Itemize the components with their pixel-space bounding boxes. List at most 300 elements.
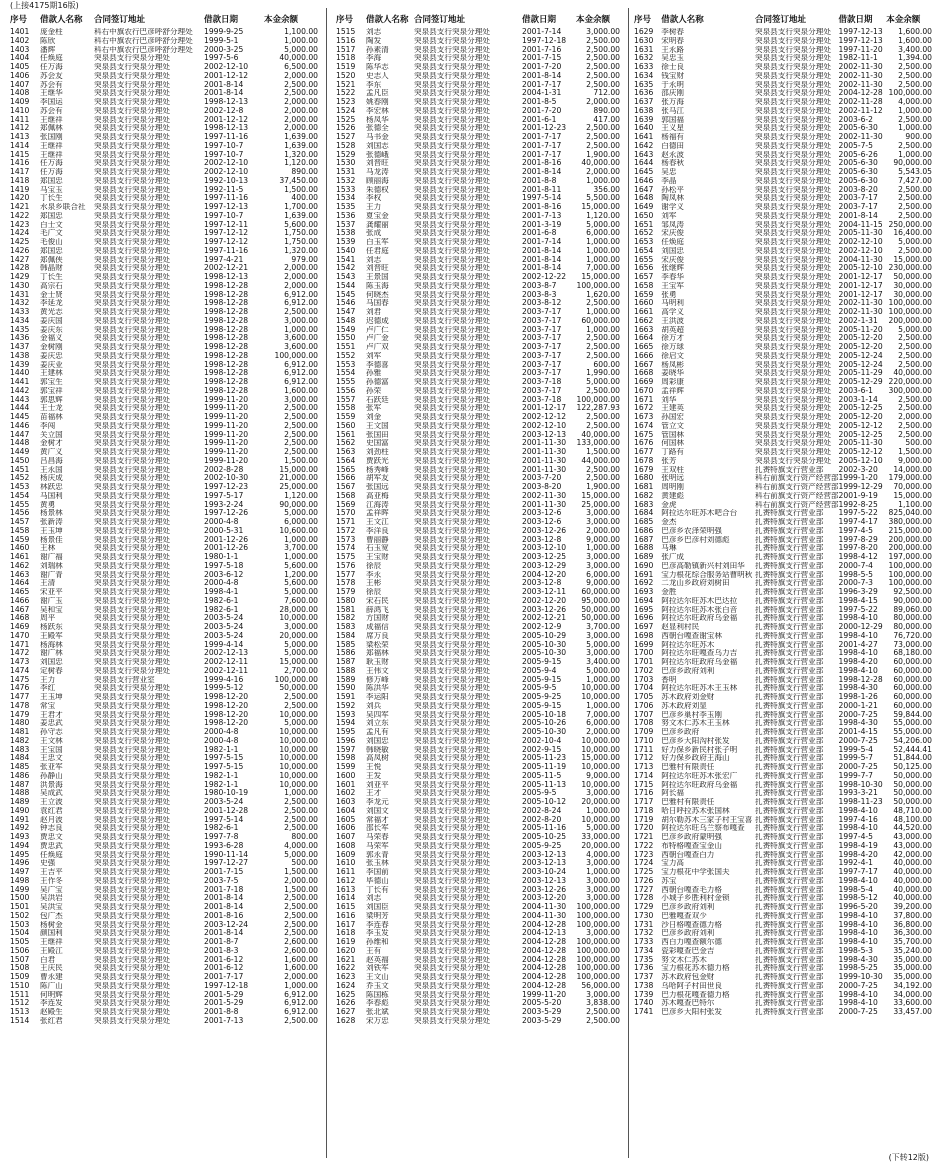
cell-name: 黄光志	[40, 308, 63, 316]
cell-amount: 1,500.00	[586, 448, 620, 456]
cell-amount: 50,000.00	[893, 780, 932, 789]
cell-no: 1523	[336, 98, 356, 106]
cell-no: 1669	[634, 378, 654, 386]
cell-name: 苏木政府刘金财	[661, 693, 715, 701]
cell-no: 1518	[336, 54, 356, 63]
cell-date: 2001-12-17	[522, 404, 567, 413]
cell-name: 乔玉文	[366, 981, 389, 990]
table-row	[634, 973, 934, 982]
cell-name: 王宝国	[40, 745, 63, 754]
cell-name: 李玉发	[366, 929, 389, 938]
cell-amount: 1,000.00	[284, 36, 318, 45]
table-row	[336, 63, 622, 72]
table-row	[336, 168, 622, 177]
table-row	[10, 763, 320, 772]
header-no: 序号	[634, 15, 652, 25]
cell-no: 1489	[10, 798, 30, 806]
cell-no: 1521	[336, 80, 356, 89]
cell-addr: 突泉县支行突泉分理处	[414, 448, 490, 456]
cell-addr: 扎赉特旗支行营业部	[755, 675, 824, 684]
cell-no: 1544	[336, 281, 356, 290]
cell-amount: 5,500.00	[586, 194, 620, 203]
table-row	[336, 474, 622, 483]
cell-no: 1733	[634, 938, 654, 946]
cell-addr: 突泉县支行突泉分理处	[94, 238, 170, 246]
cell-name: 金杰	[661, 518, 677, 526]
cell-amount: 100,000.00	[888, 308, 932, 316]
cell-amount: 2,500.00	[898, 211, 932, 220]
cell-amount: 2,500.00	[898, 63, 932, 71]
cell-date: 2000-4-8	[204, 728, 239, 736]
cell-no: 1507	[10, 955, 30, 964]
cell-name: 巴彦乡政府刘利	[661, 929, 715, 938]
cell-amount: 20,000.00	[581, 841, 620, 850]
cell-addr: 扎赉特旗支行营业部	[755, 509, 824, 518]
table-row	[10, 894, 320, 903]
cell-name: 赵月波	[40, 815, 63, 824]
cell-addr: 扎赉特旗支行营业部	[755, 754, 824, 763]
cell-no: 1734	[634, 946, 654, 955]
cell-addr: 突泉县支行突泉分理处	[414, 973, 490, 981]
cell-amount: 37,800.00	[893, 911, 932, 920]
cell-date: 1998-4-19	[838, 841, 878, 850]
cell-amount: 2,500.00	[284, 80, 318, 89]
cell-date: 2003-12-11	[522, 588, 567, 596]
cell-no: 1558	[336, 404, 356, 413]
cell-date: 1980-1-1	[204, 553, 239, 561]
cell-name: 姜晓华	[661, 369, 685, 378]
cell-amount: 1,500.00	[284, 868, 318, 876]
cell-addr: 突泉县支行突泉分理处	[414, 903, 490, 911]
cell-no: 1528	[336, 141, 356, 150]
cell-name: 刘劲柱	[366, 448, 389, 456]
cell-addr: 突泉县支行突泉分理处	[414, 351, 490, 360]
cell-amount: 5,600.00	[284, 220, 318, 229]
cell-addr: 扎赉特旗支行营业部	[755, 693, 824, 701]
cell-name: 王宝军	[661, 281, 685, 290]
cell-addr: 扎赉特旗支行营业部	[755, 544, 824, 553]
loan-table	[10, 10, 320, 1026]
table-row	[634, 641, 934, 650]
table-row	[10, 746, 320, 755]
cell-no: 1687	[634, 535, 654, 544]
cell-amount: 7,000.00	[586, 264, 620, 273]
cell-no: 1499	[10, 885, 30, 894]
cell-no: 1571	[336, 518, 356, 526]
table-row	[634, 571, 934, 580]
cell-addr: 扎赉特旗支行营业部	[755, 999, 824, 1008]
cell-addr: 突泉县支行突泉分理处	[94, 868, 170, 876]
cell-addr: 扎赉特旗支行营业部	[755, 465, 824, 474]
table-row	[634, 754, 934, 763]
cell-name: 阿拉达尔旺苏木吧合台	[661, 509, 738, 518]
cell-amount: 2,500.00	[586, 299, 620, 308]
cell-no: 1403	[10, 45, 30, 54]
cell-no: 1460	[10, 544, 30, 553]
cell-addr: 突泉县支行突泉分理处	[94, 903, 170, 911]
cell-amount: 6,912.00	[284, 360, 318, 369]
cell-addr: 扎赉特旗支行营业部	[755, 815, 824, 824]
table-row	[336, 492, 622, 501]
cell-date: 2004-12-28	[522, 920, 567, 929]
cell-name: 陈洪华	[366, 684, 389, 693]
cell-addr: 突泉县支行突泉分理处	[414, 211, 490, 220]
cell-no: 1465	[10, 588, 30, 596]
cell-amount: 2,500.00	[898, 203, 932, 211]
cell-addr: 突泉县支行突泉分理处	[414, 229, 490, 238]
cell-amount: 4,000.00	[284, 841, 318, 850]
cell-name: 徐启文	[661, 351, 685, 360]
cell-date: 2001-7-17	[522, 141, 562, 150]
cell-amount: 10,000.00	[581, 745, 620, 754]
cell-amount: 50,000.00	[893, 771, 932, 780]
cell-name: 阿拉达尔旺政府乌金福	[661, 658, 738, 666]
table-row	[10, 89, 320, 98]
cell-amount: 2,500.00	[586, 1016, 620, 1025]
cell-amount: 30,000.00	[893, 281, 932, 290]
cell-no: 1593	[336, 710, 356, 719]
table-row	[634, 98, 934, 107]
cell-name: 任万海	[40, 159, 63, 168]
table-row	[10, 964, 320, 973]
cell-amount: 59,844.00	[893, 710, 932, 719]
cell-name: 吴和宝	[40, 605, 63, 614]
cell-date: 1999-11-20	[204, 456, 249, 465]
table-row	[10, 142, 320, 151]
cell-no: 1411	[10, 115, 30, 124]
cell-no: 1711	[634, 745, 654, 754]
table-row	[10, 667, 320, 676]
cell-date: 1998-5-5	[838, 570, 873, 579]
cell-amount: 92,500.00	[893, 588, 932, 596]
cell-amount: 15,000.00	[279, 465, 318, 474]
cell-no: 1413	[10, 133, 30, 141]
cell-date: 1999-9-25	[204, 28, 244, 36]
table-row	[634, 203, 934, 212]
cell-name: 刘志	[366, 894, 382, 903]
cell-amount: 3,000.00	[586, 28, 620, 36]
cell-no: 1416	[10, 159, 30, 168]
cell-name: 刘志	[366, 28, 382, 36]
cell-date: 1997-12-27	[204, 859, 249, 868]
cell-name: 李运阳	[366, 693, 389, 701]
cell-amount: 1,320.00	[284, 150, 318, 159]
cell-name: 巴雅村有限责任	[661, 763, 715, 771]
column-divider	[628, 8, 629, 1158]
cell-name: 阿拉达尔旺嘎查乌力吉	[661, 649, 738, 658]
cell-date: 1997-12-18	[522, 36, 567, 45]
table-row	[10, 448, 320, 457]
cell-amount: 1,000.00	[898, 150, 932, 159]
cell-name: 孙国宏	[661, 413, 685, 421]
cell-no: 1654	[634, 246, 654, 255]
cell-amount: 60,000.00	[581, 588, 620, 596]
cell-addr: 突泉县支行突泉分理处	[414, 159, 490, 168]
cell-addr: 突泉县支行突泉分理处	[414, 264, 490, 273]
cell-addr: 突泉县支行突泉分理处	[94, 929, 170, 938]
cell-name: 陶凤林	[661, 194, 685, 203]
cell-addr: 突泉县支行突泉分理处	[755, 80, 831, 89]
cell-no: 1566	[336, 474, 356, 483]
cell-name: 石玉宽	[366, 544, 389, 553]
cell-name: 高学义	[661, 308, 685, 316]
cell-addr: 突泉县支行突泉分理处	[94, 124, 170, 133]
cell-no: 1561	[336, 430, 356, 439]
cell-name: 王义星	[661, 124, 685, 133]
table-row	[634, 623, 934, 632]
cell-name: 徐辰	[366, 561, 382, 570]
table-row	[634, 361, 934, 370]
cell-date: 2001-7-14	[522, 28, 562, 36]
table-row	[10, 956, 320, 965]
cell-amount: 3,838.00	[586, 999, 620, 1008]
cell-date: 2005-12-20	[838, 334, 883, 343]
table-row	[336, 483, 622, 492]
cell-addr: 科右前旗支行资产经营部	[755, 483, 839, 491]
table-row	[10, 343, 320, 352]
cell-addr: 突泉县支行突泉分理处	[755, 395, 831, 404]
cell-date: 2001-11-30	[522, 500, 567, 509]
cell-addr: 突泉县支行突泉分理处	[414, 28, 490, 36]
table-row	[10, 54, 320, 63]
cell-name: 顾丽海	[366, 176, 389, 185]
cell-date: 1998-12-28	[204, 386, 249, 395]
cell-name: 陈玉海	[366, 281, 389, 290]
cell-addr: 突泉县支行突泉分理处	[94, 946, 170, 955]
cell-addr: 扎赉特旗支行营业部	[755, 553, 824, 561]
cell-name: 巴彦乡巴彦村刘德彪	[661, 535, 730, 544]
table-row	[10, 702, 320, 711]
cell-amount: 52,444.41	[893, 745, 932, 754]
cell-amount: 90,000.00	[279, 500, 318, 509]
cell-name: 谢广林	[40, 649, 63, 658]
cell-amount: 10,000.00	[279, 754, 318, 763]
cell-date: 1998-5-3	[838, 946, 873, 955]
cell-addr: 突泉县支行突泉分理处	[94, 133, 170, 141]
table-row	[634, 501, 934, 510]
table-row	[10, 527, 320, 536]
cell-amount: 1,000.00	[284, 535, 318, 544]
cell-no: 1405	[10, 63, 30, 71]
cell-no: 1698	[634, 631, 654, 640]
table-row	[336, 938, 622, 947]
cell-amount: 100,000.00	[888, 89, 932, 98]
cell-name: 王建林	[40, 369, 63, 378]
table-row	[10, 124, 320, 133]
table-header-row	[336, 10, 622, 28]
cell-addr: 突泉县支行突泉分理处	[414, 929, 490, 938]
cell-date: 2002-12-10	[522, 421, 567, 430]
cell-date: 1998-12-20	[204, 710, 249, 719]
cell-name: 苏木政府包金财	[661, 973, 715, 981]
cell-date: 1999-5-4	[838, 745, 873, 754]
cell-amount: 600.00	[593, 360, 620, 369]
cell-addr: 突泉县支行突泉分理处	[414, 98, 490, 106]
cell-name: 白士文	[40, 220, 63, 229]
cell-amount: 250,000.00	[888, 220, 932, 229]
cell-date: 2001-7-18	[204, 885, 244, 894]
cell-date: 2002-12-10	[204, 63, 249, 71]
cell-no: 1628	[336, 1016, 356, 1025]
cell-no: 1478	[10, 701, 30, 710]
cell-name: 李晶	[661, 176, 677, 185]
cell-date: 2003-7-17	[522, 308, 562, 316]
cell-date: 1997-10-7	[204, 211, 244, 220]
cell-no: 1511	[10, 990, 30, 999]
cell-addr: 突泉县支行突泉分理处	[755, 439, 831, 448]
cell-addr: 突泉县支行突泉分理处	[94, 89, 170, 98]
cell-date: 1982-6-1	[204, 824, 239, 833]
table-row	[336, 326, 622, 335]
table-row	[336, 37, 622, 46]
cell-date: 1997-4-5	[838, 833, 873, 841]
cell-amount: 2,000.00	[284, 106, 318, 115]
cell-name: 徐万球	[661, 343, 685, 351]
cell-no: 1496	[10, 859, 30, 868]
cell-amount: 1,120.00	[284, 491, 318, 500]
cell-no: 1559	[336, 413, 356, 421]
cell-addr: 突泉县支行突泉分理处	[94, 964, 170, 973]
cell-no: 1736	[634, 964, 654, 973]
cell-addr: 突泉县支行突泉分理处	[414, 623, 490, 631]
cell-name: 徐辰	[366, 588, 382, 596]
table-row	[10, 684, 320, 693]
cell-no: 1719	[634, 815, 654, 824]
cell-amount: 2,500.00	[586, 133, 620, 141]
cell-addr: 突泉县支行突泉分理处	[94, 526, 170, 535]
cell-no: 1633	[634, 63, 654, 71]
cell-no: 1618	[336, 929, 356, 938]
cell-amount: 2,500.00	[586, 334, 620, 343]
cell-date: 2004-12-28	[522, 955, 567, 964]
table-row	[634, 89, 934, 98]
cell-amount: 3,400.00	[898, 45, 932, 54]
table-row	[10, 404, 320, 413]
cell-no: 1601	[336, 780, 356, 789]
cell-addr: 突泉县支行突泉分理处	[94, 343, 170, 351]
cell-name: 王吉平	[40, 868, 63, 876]
cell-name: 黄勇	[40, 500, 56, 509]
cell-date: 2005-12-24	[838, 360, 883, 369]
cell-amount: 10,000.00	[279, 763, 318, 771]
cell-amount: 6,912.00	[284, 378, 318, 386]
cell-date: 2004-11-30	[522, 911, 567, 920]
cell-addr: 突泉县支行突泉分理处	[755, 71, 831, 80]
cell-amount: 2,500.00	[586, 36, 620, 45]
cell-amount: 3,000.00	[586, 649, 620, 658]
cell-name: 刘立东	[366, 719, 389, 728]
cell-no: 1640	[634, 124, 654, 133]
cell-date: 2001-7-17	[522, 133, 562, 141]
cell-name: 巴力根花嘎查德力格	[661, 990, 730, 999]
table-row	[10, 921, 320, 930]
cell-no: 1520	[336, 71, 356, 80]
table-row	[10, 606, 320, 615]
cell-addr: 突泉县支行突泉分理处	[94, 465, 170, 474]
table-row	[336, 116, 622, 125]
cell-amount: 500.00	[291, 859, 318, 868]
cell-addr: 突泉县支行突泉分理处	[94, 605, 170, 614]
table-row	[336, 649, 622, 658]
cell-addr: 科右前旗支行资产经营部	[755, 474, 839, 483]
cell-name: 王发	[366, 771, 382, 780]
table-row	[336, 361, 622, 370]
cell-amount: 2,500.00	[586, 141, 620, 150]
cell-no: 1470	[10, 631, 30, 640]
cell-date: 1998-4-10	[838, 631, 878, 640]
cell-addr: 突泉县支行突泉分理处	[755, 255, 831, 264]
table-row	[336, 142, 622, 151]
cell-date: 2005-11-20	[838, 325, 883, 334]
cell-no: 1679	[634, 465, 654, 474]
table-row	[634, 439, 934, 448]
cell-addr: 扎赉特旗支行营业部	[755, 789, 824, 798]
cell-date: 2005-10-18	[522, 710, 567, 719]
cell-addr: 突泉县支行突泉分理处	[94, 474, 170, 483]
cell-amount: 6,912.00	[284, 999, 318, 1008]
cell-no: 1494	[10, 841, 30, 850]
cell-amount: 3,000.00	[586, 789, 620, 798]
cell-amount: 2,500.00	[898, 395, 932, 404]
cell-no: 1642	[634, 141, 654, 150]
cell-addr: 突泉县支行突泉分理处	[414, 491, 490, 500]
cell-amount: 90,000.00	[893, 159, 932, 168]
table-row	[10, 1017, 320, 1026]
table-row	[10, 553, 320, 562]
cell-no: 1472	[10, 649, 30, 658]
cell-date: 1993-2-24	[204, 500, 244, 509]
cell-no: 1661	[634, 308, 654, 316]
cell-no: 1442	[10, 386, 30, 395]
cell-no: 1637	[634, 98, 654, 106]
table-row	[634, 842, 934, 851]
cell-addr: 突泉县支行突泉分理处	[94, 211, 170, 220]
cell-date: 2001-7-13	[522, 211, 562, 220]
table-row	[634, 194, 934, 203]
cell-addr: 突泉县支行突泉分理处	[755, 98, 831, 106]
cell-amount: 2,500.00	[284, 911, 318, 920]
cell-name: 瓷彩嗄查巴金吉	[661, 946, 715, 955]
cell-no: 1672	[634, 404, 654, 413]
cell-name: 阿拉达尔旺苏木	[661, 640, 715, 649]
cell-name: 胡英超	[661, 325, 685, 334]
cell-date: 2003-5-24	[204, 614, 244, 623]
cell-addr: 扎赉特旗支行营业部	[755, 911, 824, 920]
cell-amount: 1,600.00	[284, 386, 318, 395]
cell-amount: 68,180.00	[893, 649, 932, 658]
cell-amount: 890.00	[291, 168, 318, 176]
cell-addr: 扎赉特旗支行营业部	[755, 868, 824, 876]
cell-addr: 突泉县支行突泉分理处	[414, 841, 490, 850]
cell-name: 阿拉达尔旺苏木王玉林	[661, 684, 738, 693]
table-row	[10, 492, 320, 501]
table-row	[634, 492, 934, 501]
cell-amount: 2,000.00	[284, 273, 318, 281]
cell-addr: 突泉县支行突泉分理处	[94, 745, 170, 754]
table-row	[336, 877, 622, 886]
table-row	[634, 912, 934, 921]
cell-addr: 突泉县支行突泉分理处	[414, 290, 490, 299]
cell-name: 赵殿生	[40, 1008, 63, 1016]
cell-name: 江海涛	[366, 500, 389, 509]
cell-addr: 突泉县支行突泉分理处	[94, 938, 170, 946]
cell-addr: 突泉县支行突泉分理处	[94, 264, 170, 273]
table-row	[634, 816, 934, 825]
cell-amount: 6,500.00	[284, 63, 318, 71]
cell-addr: 突泉县支行突泉分理处	[414, 168, 490, 176]
cell-addr: 突泉县支行突泉分理处	[94, 806, 170, 815]
cell-name: 李连春	[366, 920, 389, 929]
